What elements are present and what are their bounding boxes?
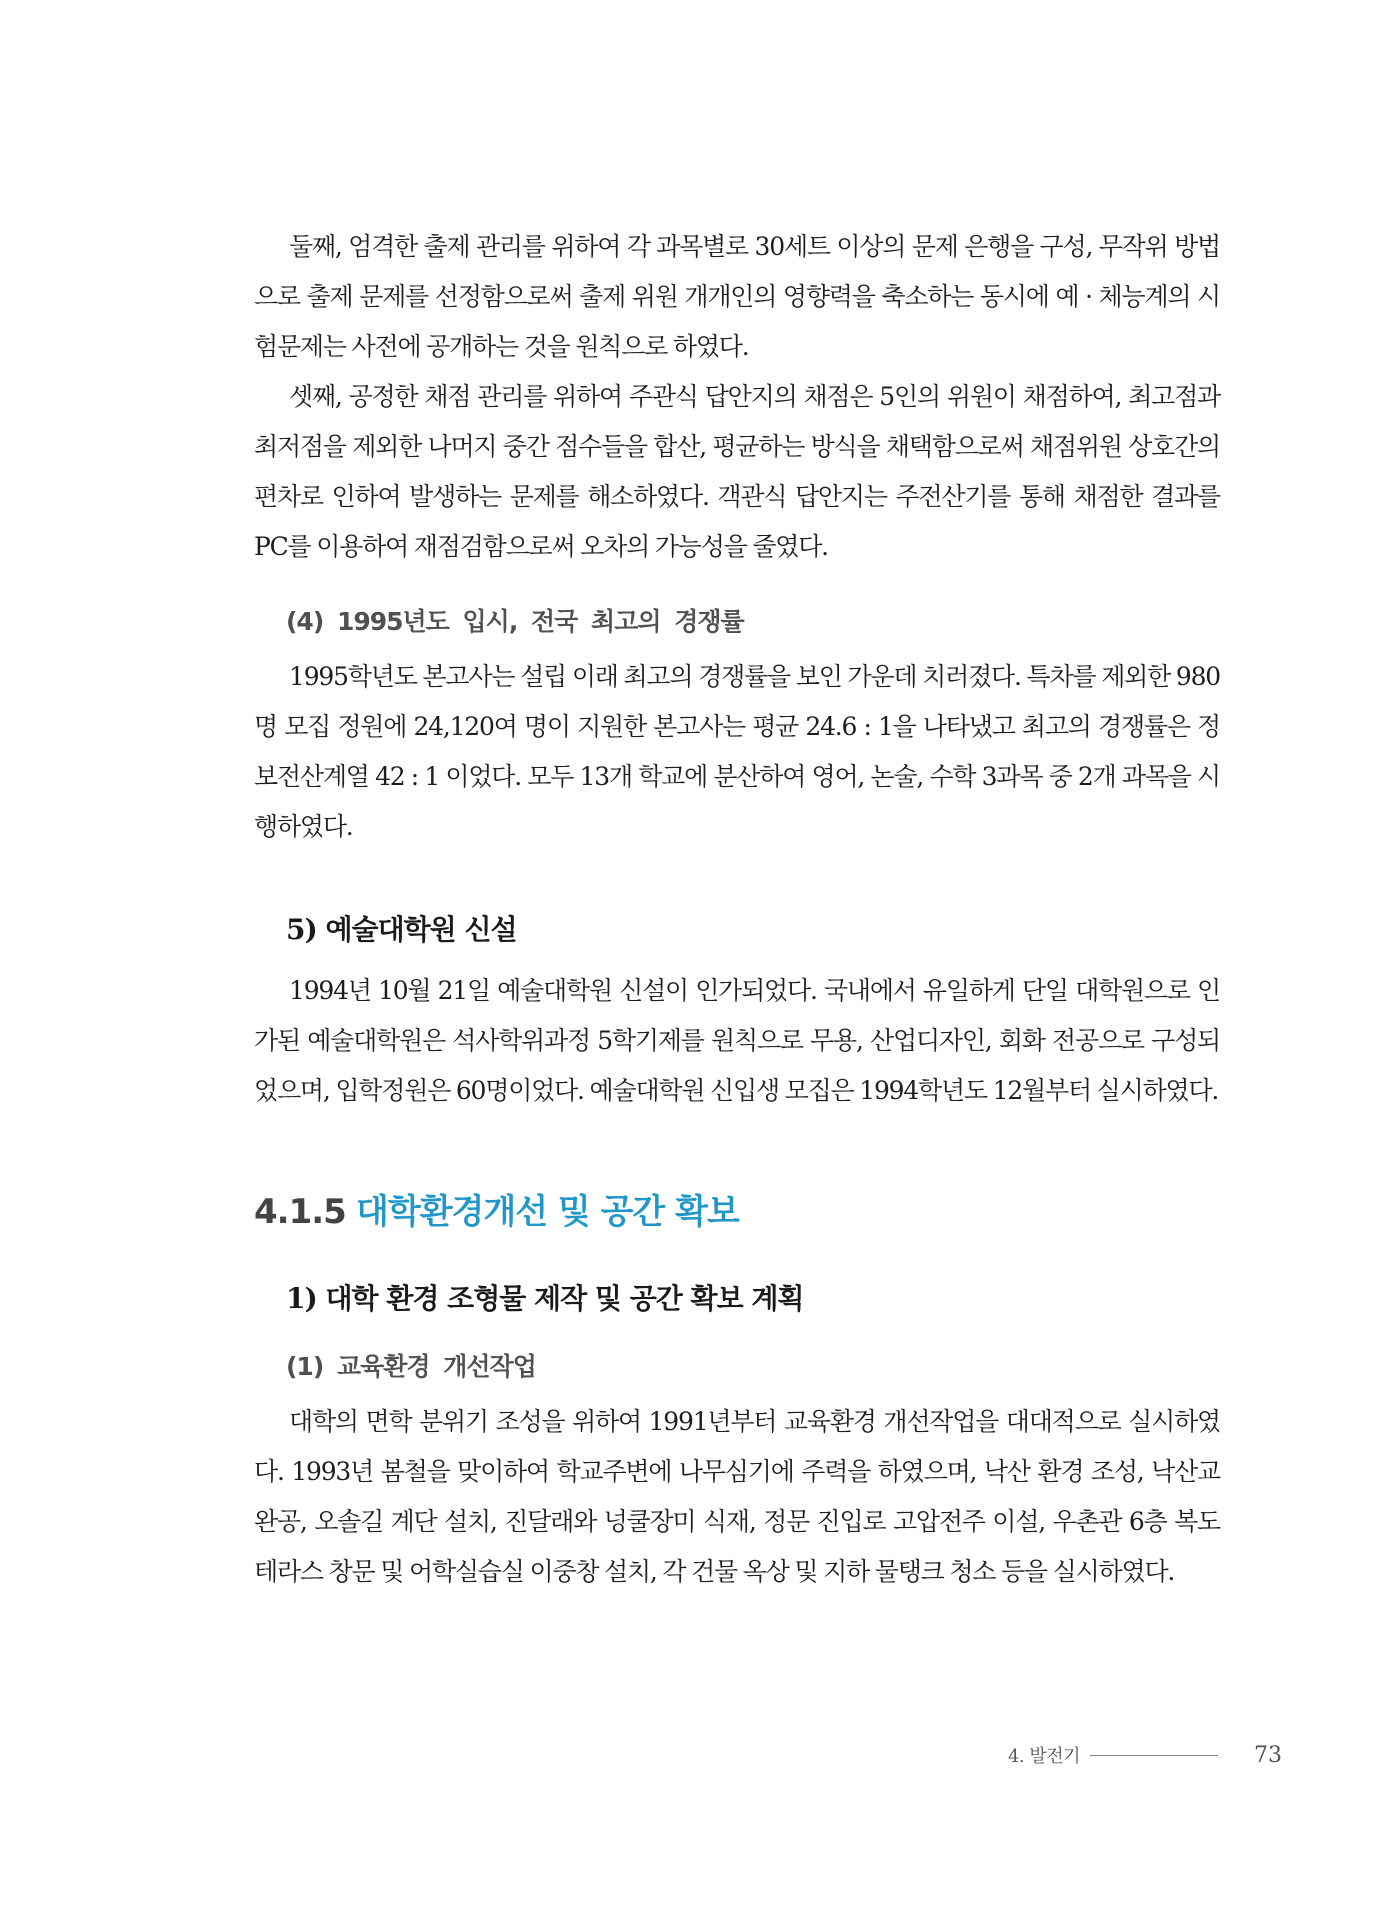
chapter-title: 대학환경개선 및 공간 확보 bbox=[356, 1192, 739, 1232]
subheading-1995-admission: (4) 1995년도 입시, 전국 최고의 경쟁률 bbox=[286, 607, 744, 636]
page-footer bbox=[1008, 1742, 1282, 1768]
paragraph-1995-competition: 1995학년도 본고사는 설립 이래 최고의 경쟁률을 보인 가운데 치러졌다. 특차를 제외한 980명 모집 정원에 24,120여 명이 지원한 본고사는 평균 24.6 : 1을 나타냈고 최고의 경쟁률은 정보전산계열 42 : 1 이었다. 모두 13개 학교에 분산하여 영어, 논술, 수학 3과목 중 2개 과목을 시행하였다. bbox=[254, 662, 1220, 841]
chapter-heading bbox=[254, 1184, 1220, 1233]
paragraph-fair-scoring: 셋째, 공정한 채점 관리를 위하여 주관식 답안지의 채점은 5인의 위원이 채점하여, 최고점과 최저점을 제외한 나머지 중간 점수들을 합산, 평균하는 방식을 채택함으로써 채점위원 상호간의 편차로 인하여 발생하는 문제를 해소하였다. 객관식 답안지는 주전산기를 통해 채점한 결과를 PC를 이용하여 재점검함으로써 오차의 가능성을 줄였다. bbox=[254, 382, 1220, 561]
paragraph-art-graduate-school: 1994년 10월 21일 예술대학원 신설이 인가되었다. 국내에서 유일하게 단일 대학원으로 인가된 예술대학원은 석사학위과정 5학기제를 원칙으로 무용, 산업디자인, 회화 전공으로 구성되었으며, 입학정원은 60명이었다. 예술대학원 신입생 모집은 1994학년도 12월부터 실시하였다. bbox=[254, 976, 1220, 1105]
footer-chapter-label: 4. 발전기 bbox=[1007, 1746, 1080, 1767]
footer-divider bbox=[1090, 1755, 1218, 1756]
subheading-education-environment: (1) 교육환경 개선작업 bbox=[286, 1352, 536, 1381]
page-number: 73 bbox=[1254, 1742, 1282, 1768]
page-body bbox=[254, 222, 1220, 1597]
section-heading-environment-plan: 1) 대학 환경 조형물 제작 및 공간 확보 계획 bbox=[286, 1282, 804, 1315]
section-heading-art-graduate-school: 5) 예술대학원 신설 bbox=[286, 913, 517, 946]
chapter-number: 4.1.5 bbox=[254, 1192, 346, 1232]
paragraph-grading-exam-bank: 둘째, 엄격한 출제 관리를 위하여 각 과목별로 30세트 이상의 문제 은행을 구성, 무작위 방법으로 출제 문제를 선정함으로써 출제 위원 개개인의 영향력을 축소하는 동시에 예 · 체능계의 시험문제는 사전에 공개하는 것을 원칙으로 하였다. bbox=[254, 232, 1220, 361]
paragraph-education-environment: 대학의 면학 분위기 조성을 위하여 1991년부터 교육환경 개선작업을 대대적으로 실시하였다. 1993년 봄철을 맞이하여 학교주변에 나무심기에 주력을 하였으며, 낙산 환경 조성, 낙산교 완공, 오솔길 계단 설치, 진달래와 넝쿨장미 식재, 정문 진입로 고압전주 이설, 우촌관 6층 복도 테라스 창문 및 어학실습실 이중창 설치, 각 건물 옥상 및 지하 물탱크 청소 등을 실시하였다. bbox=[254, 1407, 1220, 1586]
